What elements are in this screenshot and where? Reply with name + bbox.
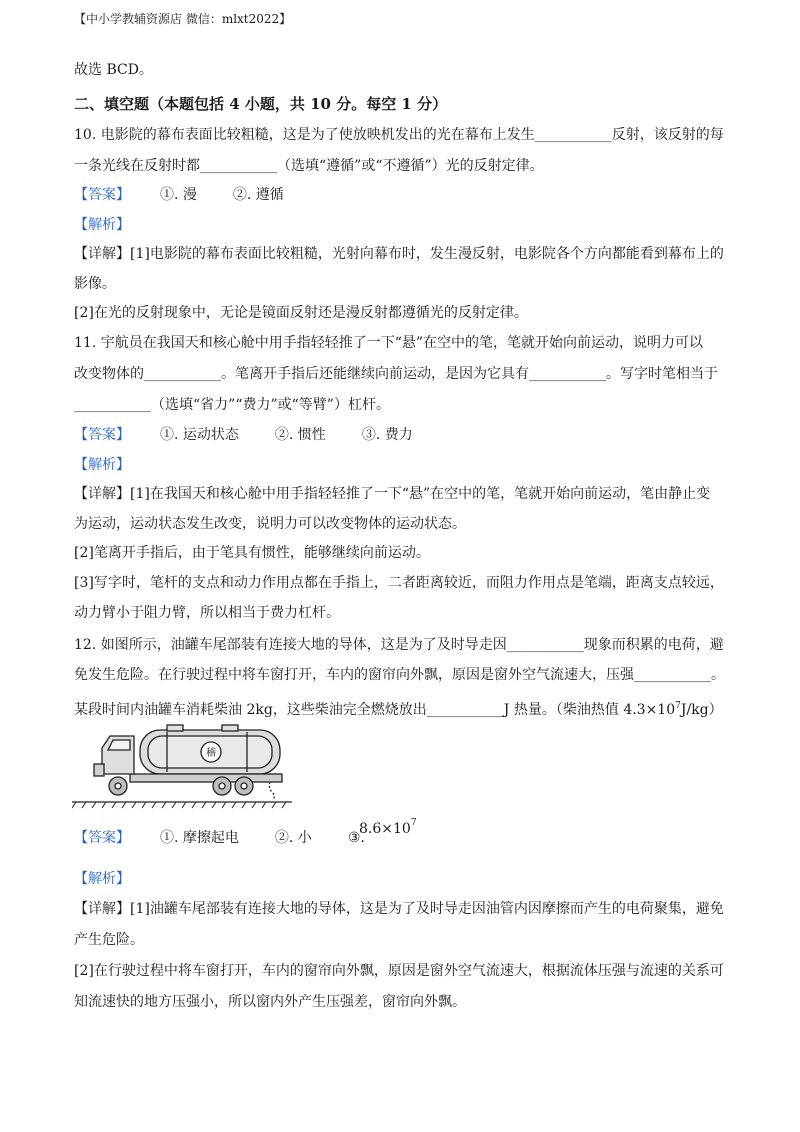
- page-header: 【中小学教辅资源店 微信：mlxt2022】: [74, 12, 292, 26]
- q12-detail-line4: 知流速快的地方压强小，所以窗内外产生压强差，窗帘向外飘。: [74, 994, 466, 1010]
- detail-label: 【详解】: [74, 246, 130, 262]
- ground-chain: [269, 782, 274, 800]
- q10-detail-line2: 影像。: [74, 276, 116, 292]
- q10-stem-line1: 10. 电影院的幕布表面比较粗糙，这是为了使放映机发出的光在幕布上发生___________反射，该反射的每: [74, 127, 724, 143]
- q10-detail-line1: 【详解】[1]电影院的幕布表面比较粗糙，光射向幕布时，发生漫反射，电影院各个方向都能看到幕布上的: [74, 246, 724, 262]
- tanker-truck-figure: [72, 722, 292, 810]
- q12-answer-3: ③.: [347, 830, 365, 846]
- q12-detail-line1: 【详解】[1]油罐车尾部装有连接大地的导体，这是为了及时导走因油管内因摩擦而产生的电荷聚集，避免: [74, 901, 724, 917]
- q11-detail-line4: [3]写字时，笔杆的支点和动力作用点都在手指上，二者距离较近，而阻力作用点是笔端，距离支点较远，: [74, 575, 724, 591]
- q11-detail-line1: 【详解】[1]在我国天和核心舱中用手指轻轻推了一下“悬”在空中的笔，笔就开始向前运动，笔由静止变: [74, 486, 711, 502]
- q12-detail-line2: 产生危险。: [74, 932, 144, 948]
- q12-answer-3-value: $8.6\times 10^7$: [359, 818, 417, 837]
- answer-label: 【答案】: [74, 830, 130, 846]
- analysis-label: 【解析】: [74, 217, 130, 233]
- q11-answer-3: ③. 费力: [361, 427, 413, 443]
- detail-label: 【详解】: [74, 486, 130, 502]
- q10-detail-line3: [2]在光的反射现象中，无论是镜面反射还是漫反射都遵循光的反射定律。: [74, 305, 528, 321]
- detail-label: 【详解】: [74, 901, 130, 917]
- tank-symbol-text: 稽: [206, 748, 216, 759]
- answer-label: 【答案】: [74, 187, 130, 203]
- q11-answer-1: ①. 运动状态: [160, 427, 239, 443]
- q12-stem-line1: 12. 如图所示，油罐车尾部装有连接大地的导体，这是为了及时导走因___________现象而积累的电荷，避: [74, 637, 724, 653]
- section-title: 二、填空题（本题包括 4 小题，共 10 分。每空 1 分）: [74, 95, 448, 113]
- q11-stem-line2: 改变物体的___________。笔离开手指后还能继续向前运动，是因为它具有___________。写字时笔相当于: [74, 366, 718, 382]
- q11-answer-2: ②. 惯性: [274, 427, 326, 443]
- answer-label: 【答案】: [74, 427, 130, 443]
- q11-stem-line1: 11. 宇航员在我国天和核心舱中用手指轻轻推了一下“悬”在空中的笔，笔就开始向前运动，说明力可以: [74, 335, 704, 351]
- q12-answer-2: ②. 小: [274, 830, 312, 846]
- q12-detail-line3: [2]在行驶过程中将车窗打开，车内的窗帘向外飘，原因是窗外空气流速大，根据流体压强与流速的关系可: [74, 963, 724, 979]
- q10-stem-line2: 一条光线在反射时都___________（选填“遵循”或“不遵循”）光的反射定律。: [74, 158, 544, 174]
- q11-stem-line3: ___________（选填“省力”“费力”或“等臂”）杠杆。: [74, 397, 390, 413]
- analysis-label: 【解析】: [74, 871, 130, 887]
- q12-answer-1: ①. 摩擦起电: [160, 830, 239, 846]
- q10-answer-1: ①. 漫: [160, 187, 197, 203]
- q11-detail-line2: 为运动，运动状态发生改变，说明力可以改变物体的运动状态。: [74, 516, 466, 532]
- q12-stem-line2: 免发生危险。在行驶过程中将车窗打开，车内的窗帘向外飘，原因是窗外空气流速大，压强___________。: [74, 667, 725, 683]
- q10-answer-2: ②. 遵循: [232, 187, 284, 203]
- q11-detail-line3: [2]笔离开手指后，由于笔具有惯性，能够继续向前运动。: [74, 545, 430, 561]
- q11-detail-line5: 动力臂小于阻力臂，所以相当于费力杠杆。: [74, 605, 340, 621]
- q11-answer-row: [74, 425, 413, 445]
- analysis-label: 【解析】: [74, 457, 130, 473]
- q12-answer-row: [74, 828, 365, 848]
- q10-answer-row: [74, 185, 284, 205]
- previous-answer-tail: 故选 BCD。: [74, 62, 153, 78]
- q12-stem-line3: 某段时间内油罐车消耗柴油 2kg，这些柴油完全燃烧放出___________J 热量。（柴油热值 $4.3\times 10^7J/kg$）: [74, 701, 723, 718]
